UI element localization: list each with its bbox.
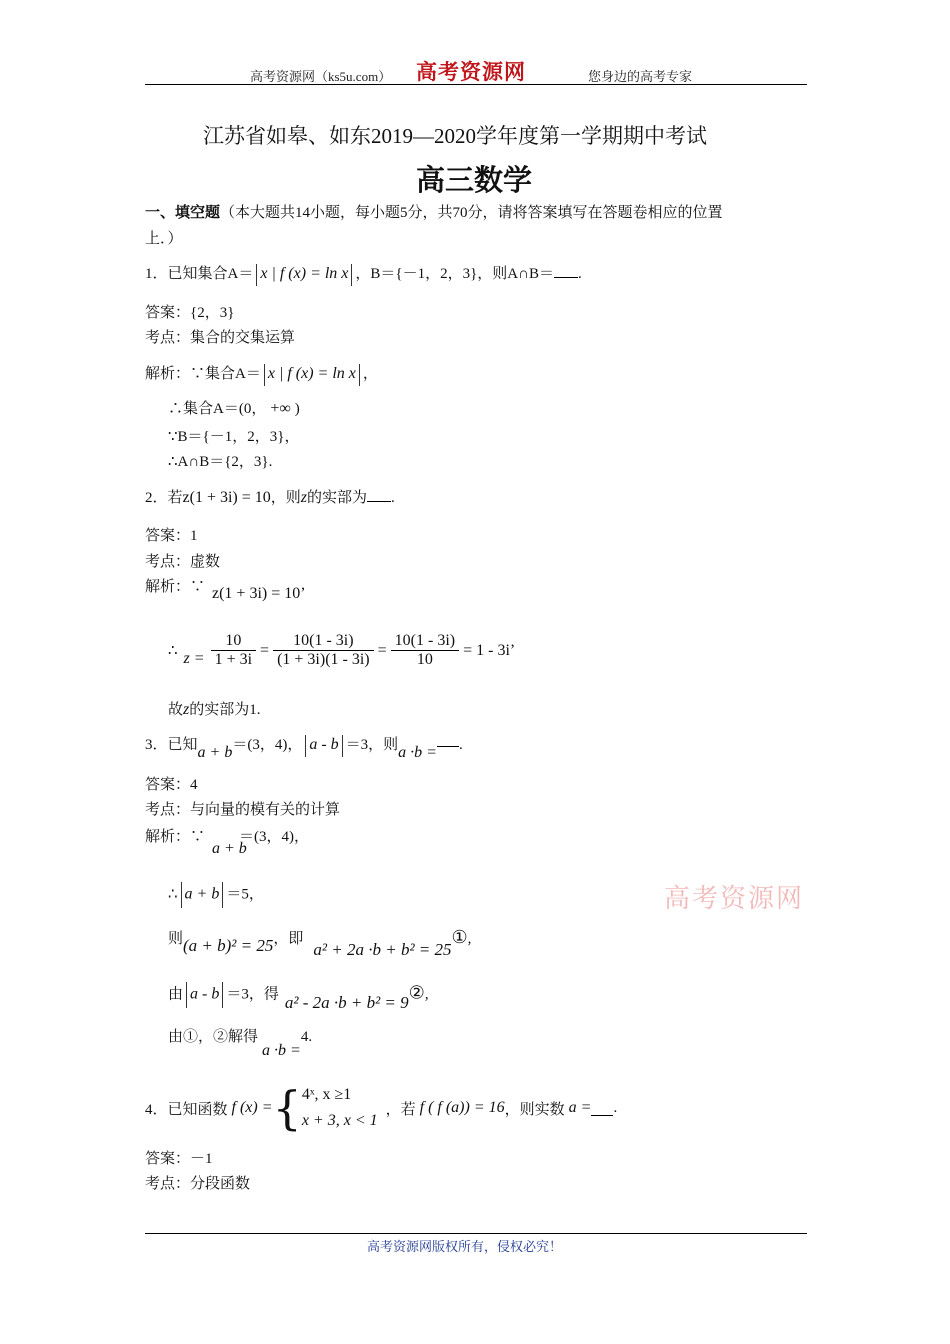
q2-conclusion-var: z	[183, 701, 190, 718]
q3-point: 考点：与向量的模有关的计算	[145, 802, 341, 818]
q3-sum: a + b	[197, 744, 233, 761]
q1-step-2	[168, 397, 300, 418]
q4-stem: 4． 已知函数 f (x) = { 4ˣ, x ≥1 x + 3, x < 1 ，若 f ( f (a)) = 16 ，则实数 a = .	[145, 1081, 618, 1135]
q3-s3-abs: a - b	[190, 985, 220, 1003]
q1-text-a: 已知集合A＝	[167, 266, 254, 282]
q3-s3-expand: a² - 2a ·b + b² = 9	[284, 993, 409, 1013]
q3-answer-blank	[437, 732, 459, 747]
q3-analysis-label: 解析：∵	[145, 829, 206, 845]
q3-stem: 3．已知a + b＝(3，4)， a - b ＝3，则a ·b = .	[145, 733, 463, 757]
q3-s2-expr: (a + b)² = 25	[183, 936, 274, 955]
site-logo: 高考资源网	[416, 59, 526, 84]
subject-title: 高三数学	[416, 165, 533, 197]
q2-f1-num: 10	[225, 632, 242, 649]
q4-text-c: ，则实数	[504, 1101, 565, 1118]
q2-answer: 答案：1	[145, 528, 198, 544]
q1-answer-blank	[554, 263, 578, 278]
q3-s4-expr: a ·b =	[262, 1042, 301, 1059]
q2-analysis-label: 解析：∵	[145, 579, 206, 595]
q2-conclusion-b: 的实部为1.	[189, 702, 261, 718]
q3-step-1	[168, 882, 264, 908]
q3-text-c: ＝3，则	[345, 737, 399, 753]
q2-given-expr: z(1 + 3i) = 10	[212, 585, 301, 602]
q3-s2-expand: a² + 2a ·b + b² = 25	[313, 940, 452, 959]
q1-number: 1．	[145, 266, 168, 282]
q3-s2-a: 则	[168, 931, 184, 947]
q2-given: z(1 + 3i) = 10’	[212, 585, 306, 602]
q1-point: 考点：集合的交集运算	[145, 330, 296, 346]
q2-expr: z(1 + 3i) = 10	[182, 489, 271, 506]
section-desc-2: 上．）	[145, 231, 183, 247]
q3-text-a: 已知	[167, 737, 198, 753]
q3-step-3: 由 a - b ＝3，得 a² - 2a ·b + b² = 9②,	[168, 982, 429, 1013]
q2-f2-num: 10(1 - 3i)	[293, 632, 354, 649]
q3-text-b: ＝(3，4)，	[232, 737, 303, 753]
q2-stem: 2．若z(1 + 3i) = 10，则z的实部为 .	[145, 489, 395, 506]
q4-brace: {	[272, 1081, 302, 1135]
header-left: 高考资源网（ks5u.com）	[250, 69, 392, 84]
q2-fraction-1	[211, 632, 256, 669]
q2-fraction-2	[273, 632, 374, 669]
q2-fraction-3	[391, 632, 459, 669]
q3-number: 3．	[145, 737, 168, 753]
q2-therefore: ∴	[168, 643, 178, 659]
q4-cond: f ( f (a)) = 16	[419, 1099, 505, 1116]
q4-number: 4．	[145, 1101, 168, 1118]
q3-s3-circ: ②	[408, 982, 425, 1003]
q4-text-a: 已知函数	[167, 1101, 228, 1118]
footer-copyright: 高考资源网版权所有，侵权必究！	[367, 1239, 563, 1254]
q3-step-4	[168, 1025, 313, 1059]
q1-step-2-text: ∴集合A＝(0，	[168, 401, 267, 417]
q3-s3-b: ＝3，得	[226, 986, 279, 1003]
exam-title: 江苏省如皋、如东2019—2020学年度第一学期期中考试	[203, 124, 707, 148]
q4-case-1: 4ˣ, x ≥1	[301, 1086, 352, 1103]
q3-s2-b: ，即	[273, 931, 304, 947]
q2-derivation: ∴ z = $\frac{10}{1 + 3i}$ = $\frac{10(1 - 3i)}{(1 + 3i)(1 - 3i)}$ = $\frac{10(1 - 3i)}{10}$ = 1 - 3i ’	[168, 632, 516, 668]
q3-answer: 答案：4	[145, 777, 198, 793]
q3-given-val: ＝(3，4)，	[239, 829, 310, 845]
header-rule	[145, 84, 807, 85]
q3-step-2: 则(a + b)² = 25，即a² + 2a ·b + b² = 25①,	[168, 927, 472, 959]
q3-s4-val: 4.	[300, 1029, 313, 1045]
q3-s3-a: 由	[168, 986, 184, 1003]
q4-answer-blank	[591, 1101, 613, 1116]
q2-text-b: ，则	[270, 490, 301, 506]
q2-f1-den: 1 + 3i	[211, 650, 256, 669]
q4-text-b: ，若	[385, 1101, 416, 1118]
q4-cases	[302, 1082, 378, 1134]
q1-analysis: 解析：∵集合A＝ x | f (x) = ln x ，	[145, 362, 378, 386]
q3-s1-b: ＝5，	[226, 886, 264, 903]
q2-text-a: 若	[167, 490, 183, 506]
q1-analysis-label: 解析：∵集合A＝	[145, 366, 261, 382]
q2-point: 考点：虚数	[145, 554, 221, 570]
q1-answer: 答案：{2，3}	[145, 305, 235, 321]
q3-dot: a ·b =	[398, 744, 437, 761]
q4-case-2: x + 3, x < 1	[301, 1112, 378, 1129]
q3-s1-abs: a + b	[184, 885, 220, 903]
footer-rule	[145, 1233, 807, 1234]
q2-conclusion-a: 故	[168, 702, 184, 718]
q4-fx: f (x) =	[231, 1099, 273, 1116]
q2-f3-den: 10	[391, 650, 459, 669]
q3-s2-circ: ①	[451, 927, 468, 947]
q2-z-eq: z =	[183, 649, 205, 667]
q1-step-2-end: )	[294, 401, 300, 417]
watermark: 高考资源网	[664, 884, 805, 914]
q3-diff: a - b	[309, 736, 339, 753]
q3-given-sum: a + b	[212, 840, 247, 857]
q2-text-c: 的实部为	[307, 490, 368, 506]
q2-number: 2．	[145, 490, 168, 506]
q1-set: x | f (x) = ln x	[260, 265, 349, 282]
q2-f3-num: 10(1 - 3i)	[394, 632, 456, 649]
q2-f2-den: (1 + 3i)(1 - 3i)	[273, 650, 374, 669]
q2-result: = 1 - 3i	[463, 641, 510, 659]
q4-point: 考点：分段函数	[145, 1176, 251, 1192]
q1-analysis-set: x | f (x) = ln x	[267, 365, 356, 382]
q4-answer: 答案：－1	[145, 1151, 213, 1167]
q1-text-b: ，B＝{－1，2，3}，则A∩B＝	[355, 266, 554, 282]
section-label: 一、填空题	[145, 205, 221, 221]
section-desc-1: （本大题共14小题，每小题5分，共70分，请将答案填写在答题卷相应的位置	[220, 205, 723, 221]
q2-answer-blank	[367, 487, 391, 502]
q1-infinity: +∞	[270, 400, 291, 417]
q1-step-3: ∵B＝{－1，2，3}，	[168, 429, 300, 445]
q2-conclusion	[168, 698, 261, 719]
q1-step-4: ∴A∩B＝{2，3}.	[168, 454, 273, 470]
q4-var: a =	[568, 1099, 592, 1116]
q1-stem: 1．已知集合A＝ x | f (x) = ln x ，B＝{－1，2，3}，则A∩B＝ .	[145, 262, 582, 286]
header-right: 您身边的高考专家	[588, 69, 693, 84]
section-heading	[145, 201, 723, 222]
q3-s1-a: ∴	[168, 886, 178, 903]
q2-var: z	[300, 489, 308, 506]
q3-s4-a: 由①，②解得	[168, 1029, 259, 1045]
